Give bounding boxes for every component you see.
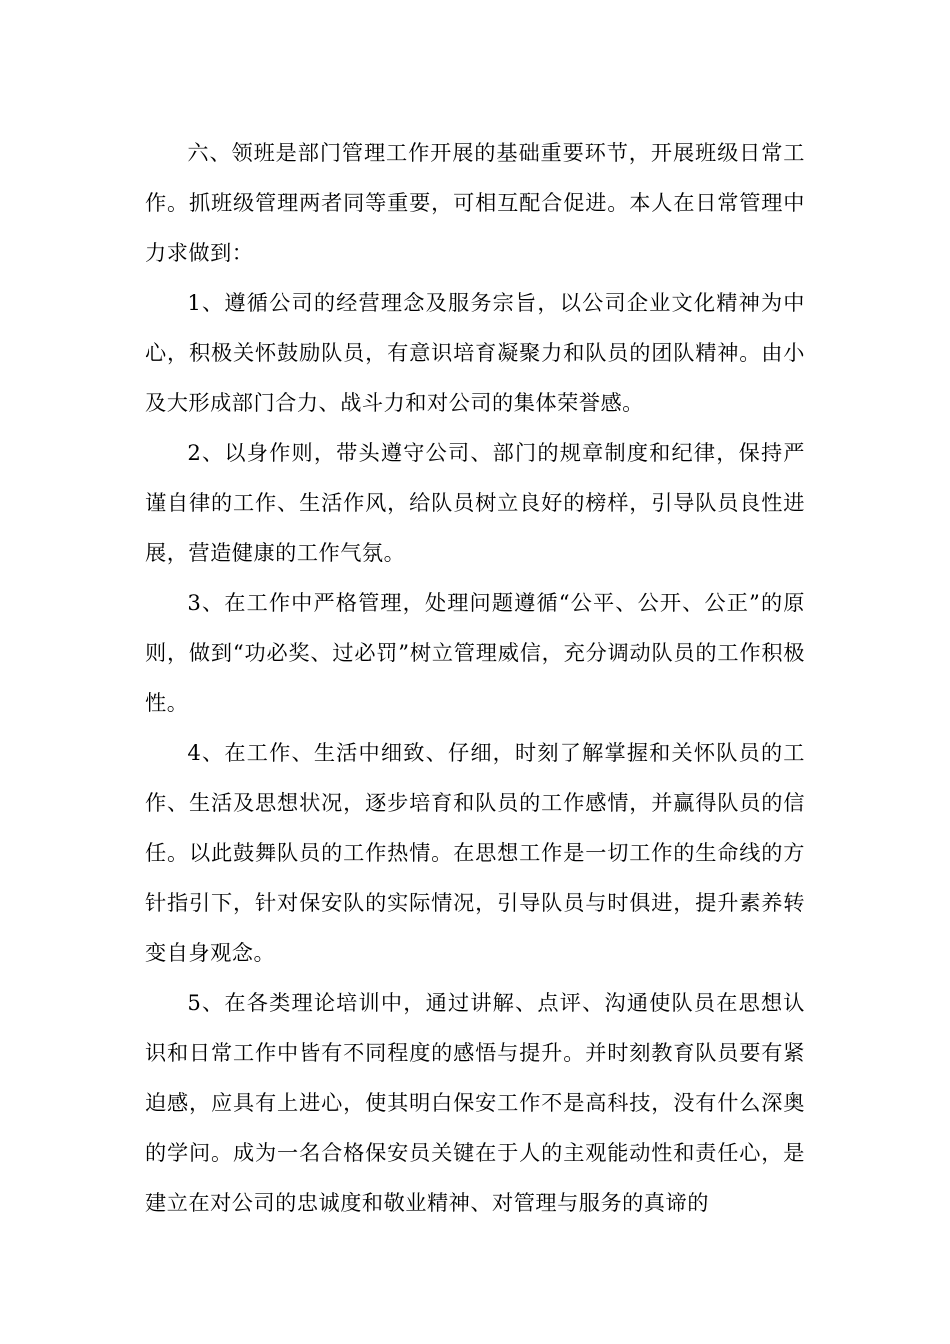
paragraph-item-5: 5、在各类理论培训中，通过讲解、点评、沟通使队员在思想认识和日常工作中皆有不同程度的感悟与提升。并时刻教育队员要有紧迫感，应具有上进心，使其明白保安工作不是高科技，没有什么深奥的学问。成为一名合格保安员关键在于人的主观能动性和责任心，是建立在对公司的忠诚度和敬业精神、对管理与服务的真谛的 — [145, 990, 805, 1215]
paragraph-item-2: 2、以身作则，带头遵守公司、部门的规章制度和纪律，保持严谨自律的工作、生活作风，给队员树立良好的榜样，引导队员良性进展，营造健康的工作气氛。 — [145, 440, 805, 565]
paragraph-section-six: 六、领班是部门管理工作开展的基础重要环节，开展班级日常工作。抓班级管理两者同等重要，可相互配合促进。本人在日常管理中力求做到： — [145, 140, 805, 265]
document-body — [145, 128, 805, 1228]
paragraph-item-4: 4、在工作、生活中细致、仔细，时刻了解掌握和关怀队员的工作、生活及思想状况，逐步培育和队员的工作感情，并赢得队员的信任。以此鼓舞队员的工作热情。在思想工作是一切工作的生命线的方针指引下，针对保安队的实际情况，引导队员与时俱进，提升素养转变自身观念。 — [145, 740, 805, 965]
paragraph-item-3: 3、在工作中严格管理，处理问题遵循“公平、公开、公正”的原则，做到“功必奖、过必罚”树立管理威信，充分调动队员的工作积极性。 — [145, 590, 805, 715]
paragraph-item-1: 1、遵循公司的经营理念及服务宗旨，以公司企业文化精神为中心，积极关怀鼓励队员，有意识培育凝聚力和队员的团队精神。由小及大形成部门合力、战斗力和对公司的集体荣誉感。 — [145, 290, 805, 415]
